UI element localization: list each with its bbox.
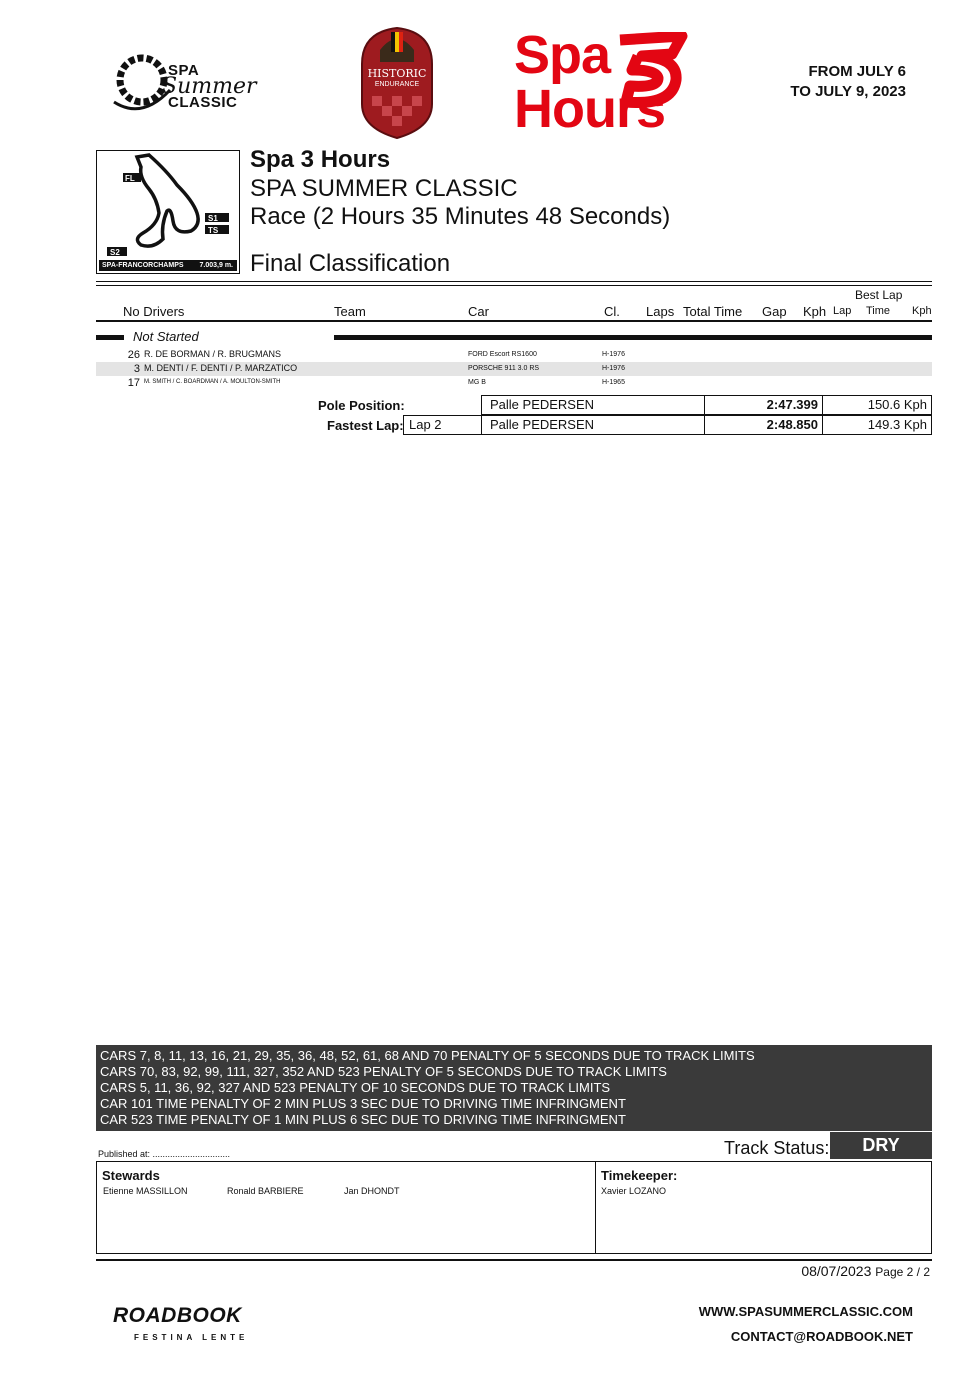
- timekeeper-name: Xavier LOZANO: [601, 1186, 667, 1196]
- title-divider-bottom: [96, 285, 932, 286]
- dates-from: FROM JULY 6: [808, 63, 906, 80]
- table-row: [96, 376, 932, 390]
- marker-s1: S1: [208, 214, 218, 223]
- pole-kph: 150.6 Kph: [822, 395, 932, 415]
- drivers: R. DE BORMAN / R. BRUGMANS: [144, 349, 282, 359]
- logo-3h-line2: Hours: [514, 79, 666, 139]
- col-class: Cl.: [604, 304, 620, 319]
- fastest-kph: 149.3 Kph: [822, 415, 932, 435]
- penalty-notes: [96, 1045, 932, 1131]
- logo-spa-line2: Summer: [162, 74, 257, 99]
- spa-3-hours-logo: [512, 25, 692, 139]
- steward-name: Etienne MASSILLON: [103, 1186, 188, 1196]
- website-text: WWW.SPASUMMERCLASSIC.COM: [698, 1304, 913, 1319]
- car-class: H-1965: [602, 379, 625, 386]
- steward-name: Ronald BARBIERE: [227, 1186, 304, 1196]
- car-class: H-1976: [602, 365, 625, 372]
- car-model: PORSCHE 911 3.0 RS: [468, 365, 540, 372]
- print-date: 08/07/2023: [801, 1263, 872, 1279]
- session-title: Race (2 Hours 35 Minutes 48 Seconds): [250, 203, 671, 230]
- col-total-time: Total Time: [683, 304, 743, 319]
- circuit-outline-icon: [97, 151, 239, 259]
- series-title: SPA SUMMER CLASSIC: [250, 175, 518, 202]
- drivers: M. SMITH / C. BOARDMAN / A. MOULTON-SMITH: [144, 379, 281, 385]
- marker-fl: FL: [125, 174, 135, 183]
- roadbook-logo: ROADBOOK: [113, 1304, 242, 1327]
- logo-historic-line2: ENDURANCE: [374, 81, 420, 88]
- fastest-lap-number: Lap 2: [403, 415, 482, 435]
- track-caption: [99, 260, 237, 271]
- officials-box: [96, 1161, 932, 1254]
- car-number: 3: [133, 363, 140, 375]
- logo-spa-line1: SPA: [168, 62, 200, 79]
- marker-s2: S2: [110, 248, 120, 257]
- spa-summer-classic-logo: [112, 50, 272, 114]
- timekeeper-label: Timekeeper:: [601, 1168, 678, 1183]
- note-line: CARS 7, 8, 11, 13, 16, 21, 29, 35, 36, 48, 52, 61, 68 AND 70 PENALTY OF 5 SECONDS DUE TO TRACK LIMITS: [100, 1048, 755, 1063]
- car-model: MG B: [468, 379, 486, 386]
- historic-endurance-logo: [358, 24, 436, 140]
- col-kph: Kph: [803, 304, 827, 319]
- logo-historic-line1: HISTORIC: [367, 67, 427, 80]
- col-laps: Laps: [646, 304, 675, 319]
- car-class: H-1976: [602, 351, 625, 358]
- print-date-page: [801, 1263, 930, 1279]
- track-status-label: Track Status:: [724, 1138, 830, 1158]
- note-line: CAR 523 TIME PENALTY OF 1 MIN PLUS 6 SEC DUE TO DRIVING TIME INFRINGMENT: [100, 1112, 626, 1127]
- published-at: Published at: ...............................: [98, 1149, 231, 1159]
- event-dates: [790, 62, 906, 102]
- section-bar-left: [96, 335, 124, 340]
- track-status-value: DRY: [830, 1132, 932, 1159]
- roadbook-tagline: FESTINA LENTE: [134, 1333, 249, 1342]
- footer-divider: [96, 1259, 932, 1261]
- track-name: SPA-FRANCORCHAMPS: [102, 262, 184, 269]
- pole-time: 2:47.399: [704, 395, 823, 415]
- col-car: Car: [468, 304, 489, 319]
- track-length: 7.003,9 m.: [199, 262, 233, 269]
- officials-divider: [595, 1161, 596, 1254]
- col-bl-time: Time: [866, 305, 891, 317]
- drivers: M. DENTI / F. DENTI / P. MARZATICO: [144, 363, 298, 373]
- event-title: Spa 3 Hours: [250, 146, 391, 173]
- marker-ts: TS: [208, 226, 219, 235]
- title-divider-top: [96, 281, 932, 282]
- pole-driver: Palle PEDERSEN: [481, 395, 705, 415]
- col-bl-kph: Kph: [912, 305, 932, 317]
- fastest-driver: Palle PEDERSEN: [481, 415, 705, 435]
- steward-name: Jan DHONDT: [344, 1186, 400, 1196]
- table-row: [96, 348, 932, 362]
- note-line: CARS 5, 11, 36, 92, 327 AND 523 PENALTY OF 10 SECONDS DUE TO TRACK LIMITS: [100, 1080, 611, 1095]
- table-row: [96, 362, 932, 376]
- fastest-time: 2:48.850: [704, 415, 823, 435]
- dates-to: TO JULY 9, 2023: [790, 83, 906, 100]
- col-bl-lap: Lap: [833, 305, 852, 317]
- page-number: Page 2 / 2: [875, 1265, 930, 1279]
- car-number: 26: [127, 349, 140, 361]
- col-team: Team: [334, 304, 366, 319]
- fastest-label: Fastest Lap:: [327, 418, 404, 433]
- col-no-drivers: No Drivers: [123, 304, 185, 319]
- car-number: 17: [127, 377, 140, 389]
- logo-3h-line1: Spa: [514, 25, 611, 85]
- col-gap: Gap: [762, 304, 787, 319]
- logo-spa-line3: CLASSIC: [168, 94, 238, 111]
- col-best-lap: Best Lap: [855, 288, 903, 302]
- header-divider: [96, 320, 932, 322]
- section-not-started: Not Started: [133, 329, 199, 344]
- document-title: Final Classification: [250, 250, 451, 277]
- section-bar-right: [334, 335, 932, 340]
- car-model: FORD Escort RS1600: [468, 351, 537, 358]
- note-line: CARS 70, 83, 92, 99, 111, 327, 352 AND 523 PENALTY OF 5 SECONDS DUE TO TRACK LIMITS: [100, 1064, 667, 1079]
- contact-text: CONTACT@ROADBOOK.NET: [730, 1329, 913, 1344]
- note-line: CAR 101 TIME PENALTY OF 2 MIN PLUS 3 SEC DUE TO DRIVING TIME INFRINGMENT: [100, 1096, 626, 1111]
- pole-label: Pole Position:: [318, 398, 405, 413]
- stewards-label: Stewards: [102, 1168, 160, 1183]
- track-map: [96, 150, 240, 274]
